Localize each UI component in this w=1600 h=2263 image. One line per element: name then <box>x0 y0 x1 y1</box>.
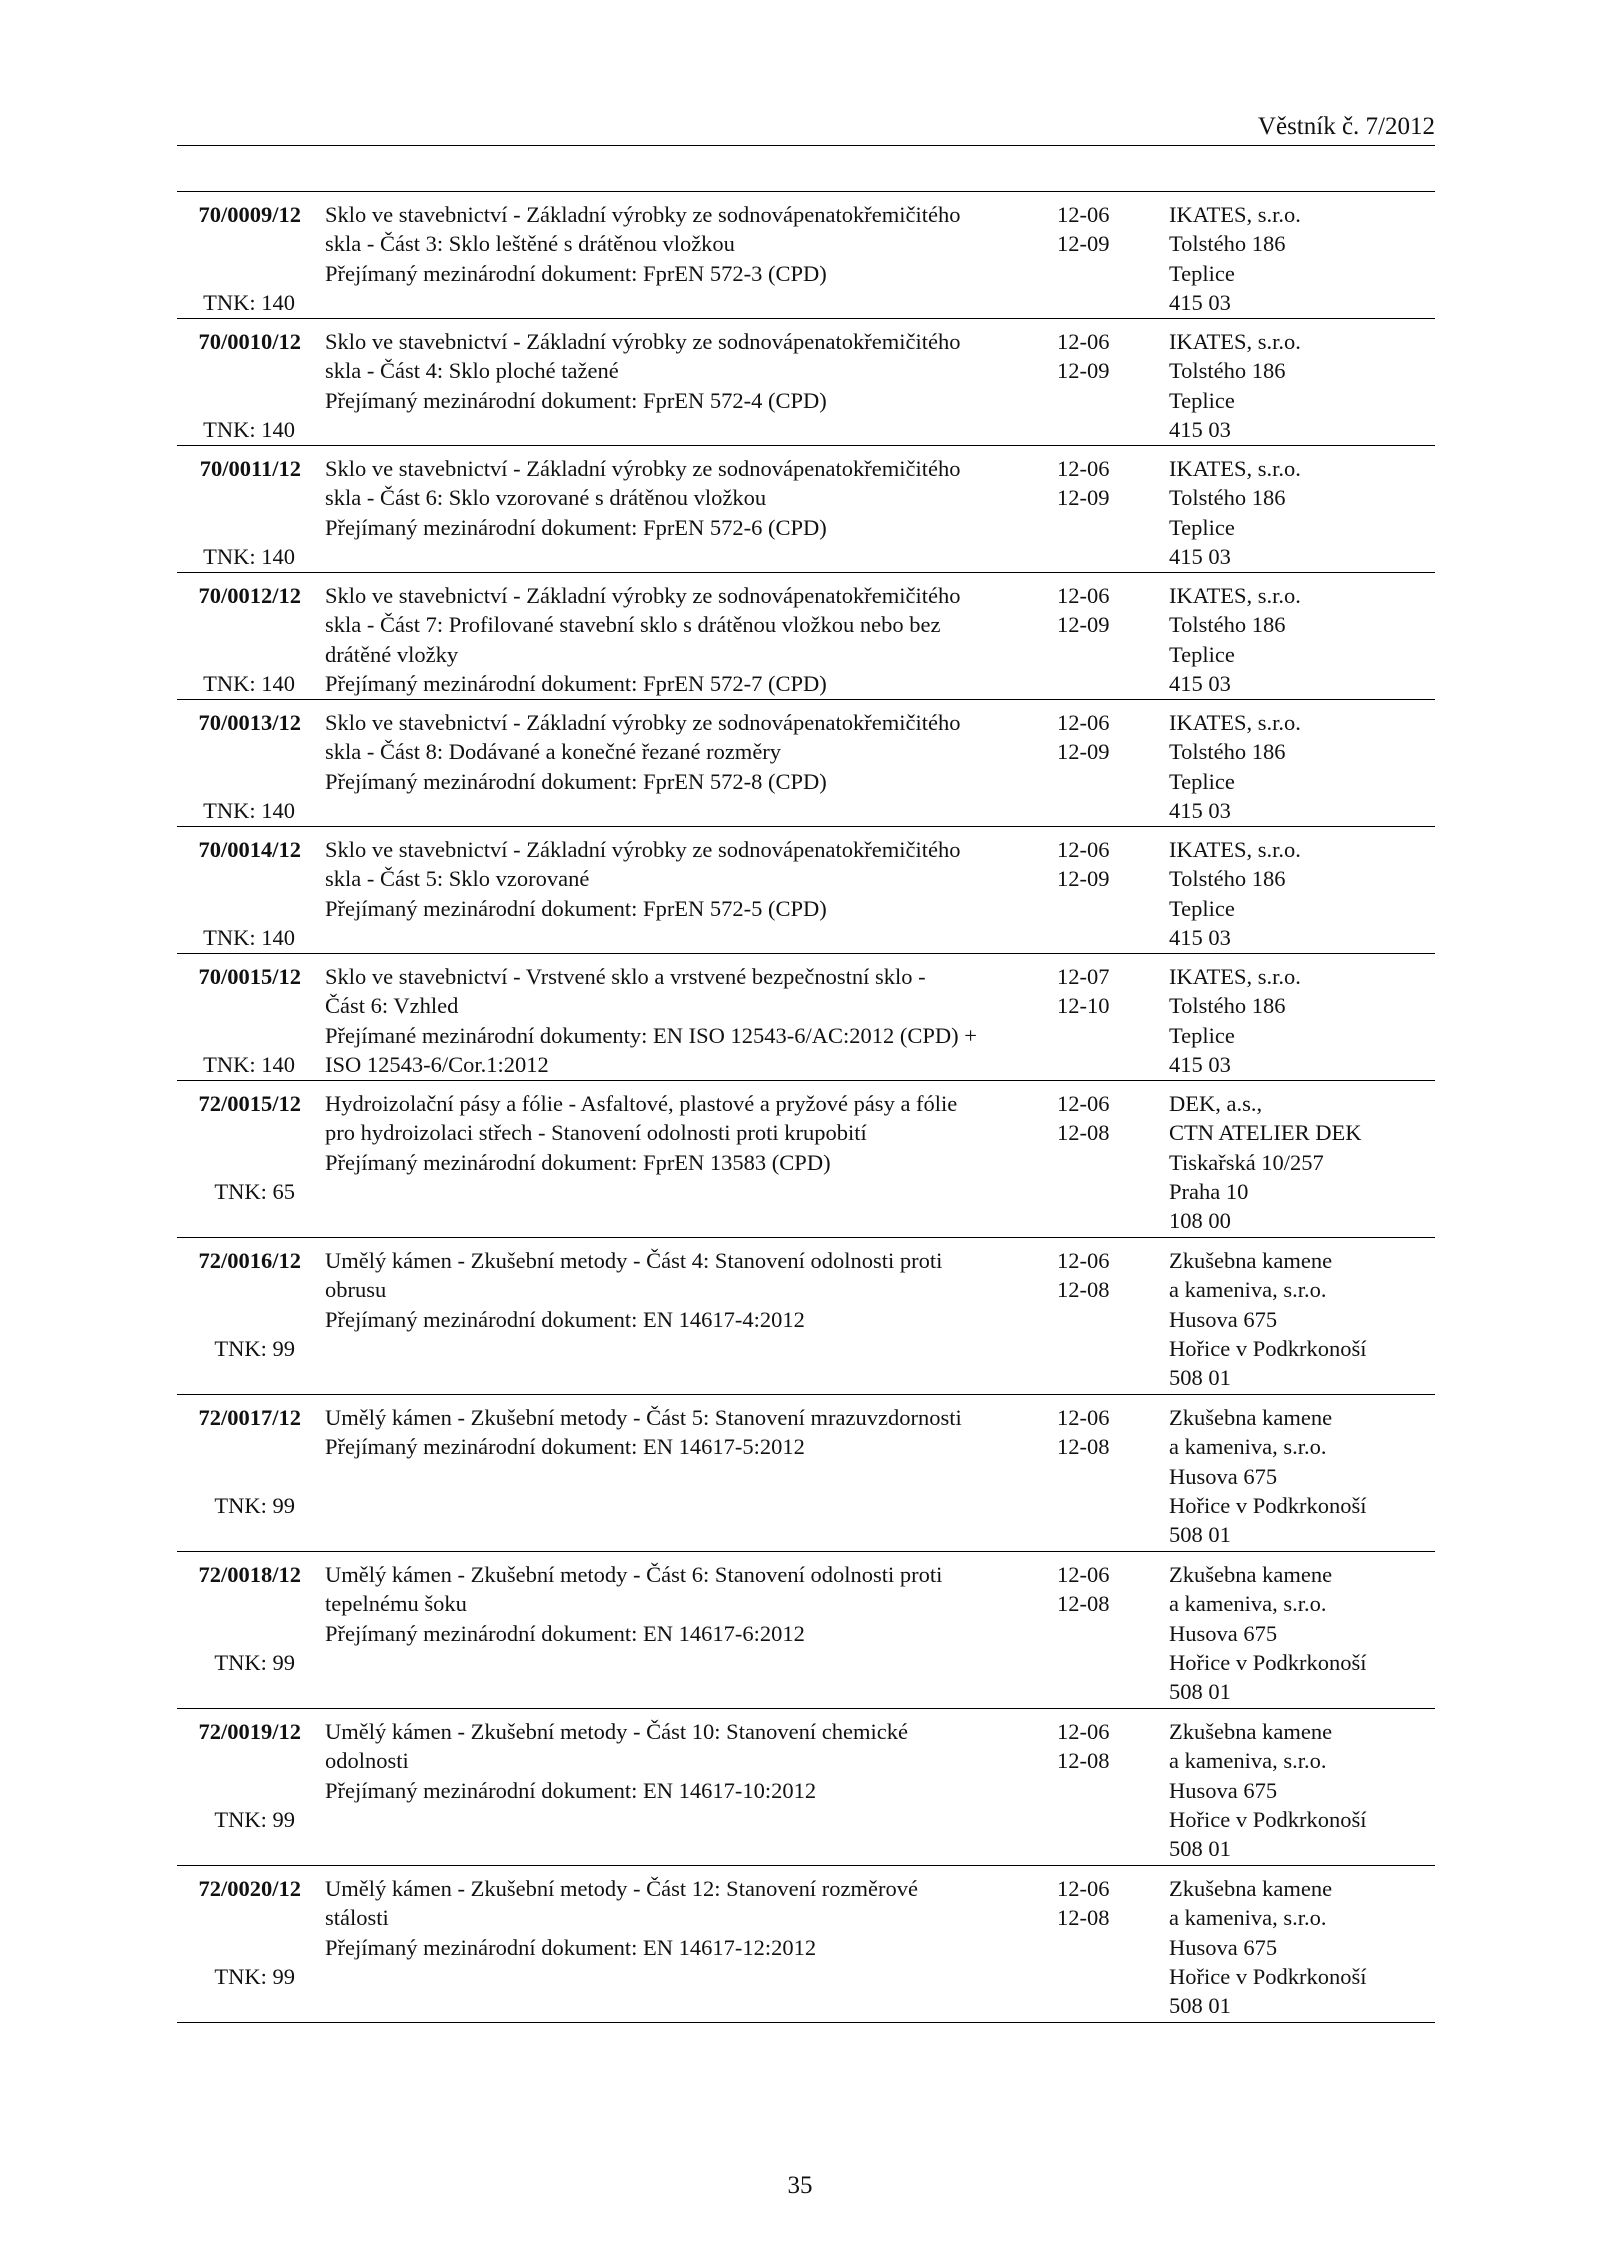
table-row <box>177 192 1435 319</box>
date-end: 12-09 <box>1057 612 1110 638</box>
description-line: Sklo ve stavebnictví - Vrstvené sklo a vrstvené bezpečnostní sklo - <box>325 964 926 989</box>
description-line: obrusu <box>325 1277 387 1303</box>
date-end: 12-08 <box>1057 1434 1110 1460</box>
tnk-label: TNK: 99 <box>214 1806 295 1832</box>
processor-address <box>1169 1560 1435 1706</box>
date-end: 12-08 <box>1057 1120 1110 1146</box>
date-start: 12-06 <box>1057 1562 1110 1587</box>
address-line: Tolstého 186 <box>1169 612 1286 638</box>
address-line: a kameniva, s.r.o. <box>1169 1748 1327 1774</box>
entry-number: 72/0016/12 <box>198 1248 301 1273</box>
address-line: Teplice <box>1169 260 1235 286</box>
date-start: 12-06 <box>1057 710 1110 735</box>
processor-address <box>1169 1717 1435 1863</box>
description-line: Přejímaný mezinárodní dokument: EN 14617-12:2012 <box>325 1934 817 1960</box>
page-number: 35 <box>787 2172 813 2199</box>
date-end: 12-09 <box>1057 739 1110 765</box>
entry-description <box>325 1089 1045 1177</box>
entry-description <box>325 1874 1045 1962</box>
table-row <box>177 1552 1435 1709</box>
address-line: Hořice v Podkrkonoší <box>1169 1492 1367 1518</box>
description-line: Umělý kámen - Zkušební metody - Část 10: Stanovení chemické <box>325 1719 908 1744</box>
address-line: Tolstého 186 <box>1169 358 1286 384</box>
entry-number-cell <box>177 327 301 442</box>
date-start: 12-06 <box>1057 837 1110 862</box>
address-line: 508 01 <box>1169 1679 1231 1705</box>
address-line: Husova 675 <box>1169 1777 1278 1803</box>
date-start: 12-06 <box>1057 1405 1110 1430</box>
entry-number-cell <box>177 708 301 823</box>
tnk-label: TNK: 65 <box>214 1178 295 1204</box>
address-line: Tiskařská 10/257 <box>1169 1149 1324 1175</box>
address-line: Zkušebna kamene <box>1169 1405 1333 1430</box>
address-line: a kameniva, s.r.o. <box>1169 1434 1327 1460</box>
address-line: Teplice <box>1169 387 1235 413</box>
date-start: 12-06 <box>1057 1876 1110 1901</box>
description-line: Přejímaný mezinárodní dokument: FprEN 13583 (CPD) <box>325 1149 831 1175</box>
tnk-label: TNK: 140 <box>203 924 295 950</box>
address-line: Husova 675 <box>1169 1620 1278 1646</box>
entry-number-cell <box>177 962 301 1077</box>
date-end: 12-08 <box>1057 1277 1110 1303</box>
address-line: Tolstého 186 <box>1169 866 1286 892</box>
date-start: 12-06 <box>1057 1091 1110 1116</box>
entry-dates <box>1057 454 1147 513</box>
tnk-label: TNK: 99 <box>214 1963 295 1989</box>
entry-description <box>325 962 1045 1079</box>
address-line: 415 03 <box>1169 289 1231 315</box>
description-line: Sklo ve stavebnictví - Základní výrobky ze sodnovápenatokřemičitého <box>325 456 961 481</box>
address-line: a kameniva, s.r.o. <box>1169 1591 1327 1617</box>
address-line: IKATES, s.r.o. <box>1169 456 1301 481</box>
address-line: IKATES, s.r.o. <box>1169 329 1301 354</box>
entry-dates <box>1057 835 1147 894</box>
tnk-label: TNK: 99 <box>214 1492 295 1518</box>
processor-address <box>1169 581 1435 698</box>
description-line: skla - Část 8: Dodávané a konečné řezané rozměry <box>325 739 782 765</box>
entry-number: 70/0011/12 <box>199 456 301 481</box>
description-line: drátěné vložky <box>325 641 459 667</box>
tnk-label: TNK: 140 <box>203 416 295 442</box>
date-end: 12-08 <box>1057 1748 1110 1774</box>
description-line: Umělý kámen - Zkušební metody - Část 12: Stanovení rozměrové <box>325 1876 918 1901</box>
address-line: IKATES, s.r.o. <box>1169 202 1301 227</box>
entry-description <box>325 327 1045 415</box>
processor-address <box>1169 835 1435 952</box>
entry-number: 72/0015/12 <box>198 1091 301 1116</box>
address-line: Hořice v Podkrkonoší <box>1169 1335 1367 1361</box>
entry-number-cell <box>177 1717 301 1832</box>
table-row <box>177 1395 1435 1552</box>
description-line: Přejímaný mezinárodní dokument: FprEN 572-4 (CPD) <box>325 387 827 413</box>
date-start: 12-06 <box>1057 456 1110 481</box>
date-end: 12-10 <box>1057 993 1110 1019</box>
address-line: Tolstého 186 <box>1169 993 1286 1019</box>
date-end: 12-09 <box>1057 866 1110 892</box>
table-row <box>177 446 1435 573</box>
journal-title: Věstník č. 7/2012 <box>1257 113 1435 140</box>
address-line: 415 03 <box>1169 924 1231 950</box>
address-line: Teplice <box>1169 895 1235 921</box>
description-line: Sklo ve stavebnictví - Základní výrobky ze sodnovápenatokřemičitého <box>325 202 961 227</box>
address-line: Tolstého 186 <box>1169 739 1286 765</box>
entry-number-cell <box>177 581 301 696</box>
entry-dates <box>1057 708 1147 767</box>
entry-dates <box>1057 327 1147 386</box>
address-line: Tolstého 186 <box>1169 485 1286 511</box>
entry-number: 72/0019/12 <box>198 1719 301 1744</box>
address-line: Zkušebna kamene <box>1169 1562 1333 1587</box>
date-start: 12-06 <box>1057 583 1110 608</box>
date-end: 12-09 <box>1057 485 1110 511</box>
table-row <box>177 1866 1435 2023</box>
entry-number: 72/0017/12 <box>198 1405 301 1430</box>
date-end: 12-09 <box>1057 231 1110 257</box>
table-row <box>177 1709 1435 1866</box>
address-line: IKATES, s.r.o. <box>1169 583 1301 608</box>
tnk-label: TNK: 99 <box>214 1335 295 1361</box>
description-line: Sklo ve stavebnictví - Základní výrobky ze sodnovápenatokřemičitého <box>325 583 961 608</box>
processor-address <box>1169 1874 1435 2020</box>
entry-dates <box>1057 1403 1147 1462</box>
entry-number: 70/0012/12 <box>198 583 301 608</box>
table-row <box>177 319 1435 446</box>
entry-number-cell <box>177 1403 301 1518</box>
table-row <box>177 573 1435 700</box>
entry-number: 70/0009/12 <box>198 202 301 227</box>
address-line: Husova 675 <box>1169 1306 1278 1332</box>
entry-number: 70/0014/12 <box>198 837 301 862</box>
description-line: Přejímaný mezinárodní dokument: EN 14617-10:2012 <box>325 1777 817 1803</box>
date-start: 12-06 <box>1057 1248 1110 1273</box>
address-line: 108 00 <box>1169 1208 1231 1234</box>
table-rows <box>177 192 1435 2023</box>
entry-description <box>325 708 1045 796</box>
date-start: 12-06 <box>1057 1719 1110 1744</box>
address-line: 508 01 <box>1169 1365 1231 1391</box>
entry-dates <box>1057 1089 1147 1148</box>
description-line: pro hydroizolaci střech - Stanovení odolnosti proti krupobití <box>325 1120 867 1146</box>
description-line: ISO 12543-6/Cor.1:2012 <box>325 1051 549 1077</box>
description-line: Sklo ve stavebnictví - Základní výrobky ze sodnovápenatokřemičitého <box>325 837 961 862</box>
table-row <box>177 700 1435 827</box>
address-line: 415 03 <box>1169 416 1231 442</box>
address-line: Zkušebna kamene <box>1169 1719 1333 1744</box>
description-line: Umělý kámen - Zkušební metody - Část 6: Stanovení odolnosti proti <box>325 1562 943 1587</box>
address-line: Teplice <box>1169 514 1235 540</box>
address-line: a kameniva, s.r.o. <box>1169 1277 1327 1303</box>
address-line: DEK, a.s., <box>1169 1091 1263 1116</box>
entry-number: 70/0013/12 <box>198 710 301 735</box>
description-line: skla - Část 3: Sklo leštěné s drátěnou vložkou <box>325 231 735 257</box>
entry-description <box>325 1717 1045 1805</box>
date-end: 12-08 <box>1057 1591 1110 1617</box>
entry-dates <box>1057 1246 1147 1305</box>
description-line: odolnosti <box>325 1748 409 1774</box>
description-line: Přejímaný mezinárodní dokument: FprEN 572-7 (CPD) <box>325 670 827 696</box>
entry-dates <box>1057 1717 1147 1776</box>
processor-address <box>1169 1089 1435 1235</box>
description-line: skla - Část 5: Sklo vzorované <box>325 866 590 892</box>
entry-description <box>325 1246 1045 1334</box>
address-line: 415 03 <box>1169 670 1231 696</box>
description-line: skla - Část 4: Sklo ploché tažené <box>325 358 619 384</box>
address-line: 508 01 <box>1169 1836 1231 1862</box>
address-line: CTN ATELIER DEK <box>1169 1120 1362 1146</box>
date-end: 12-08 <box>1057 1905 1110 1931</box>
address-line: Husova 675 <box>1169 1463 1278 1489</box>
standards-table <box>177 191 1435 2023</box>
address-line: 415 03 <box>1169 797 1231 823</box>
entry-dates <box>1057 581 1147 640</box>
entry-number: 70/0015/12 <box>198 964 301 989</box>
description-line: Přejímaný mezinárodní dokument: FprEN 572-8 (CPD) <box>325 768 827 794</box>
address-line: Hořice v Podkrkonoší <box>1169 1963 1367 1989</box>
address-line: Tolstého 186 <box>1169 231 1286 257</box>
entry-number: 72/0020/12 <box>198 1876 301 1901</box>
entry-number-cell <box>177 200 301 315</box>
description-line: skla - Část 7: Profilované stavební sklo s drátěnou vložkou nebo bez <box>325 612 941 638</box>
address-line: 508 01 <box>1169 1993 1231 2019</box>
date-start: 12-06 <box>1057 329 1110 354</box>
tnk-label: TNK: 140 <box>203 670 295 696</box>
table-row <box>177 1081 1435 1238</box>
description-line: Přejímaný mezinárodní dokument: FprEN 572-6 (CPD) <box>325 514 827 540</box>
description-line: Přejímaný mezinárodní dokument: FprEN 572-3 (CPD) <box>325 260 827 286</box>
tnk-label: TNK: 140 <box>203 1051 295 1077</box>
address-line: 508 01 <box>1169 1522 1231 1548</box>
entry-number-cell <box>177 1874 301 1989</box>
entry-description <box>325 200 1045 288</box>
description-line: Přejímaný mezinárodní dokument: EN 14617-5:2012 <box>325 1434 805 1460</box>
entry-number-cell <box>177 1246 301 1361</box>
tnk-label: TNK: 140 <box>203 797 295 823</box>
address-line: Teplice <box>1169 641 1235 667</box>
description-line: Sklo ve stavebnictví - Základní výrobky ze sodnovápenatokřemičitého <box>325 329 961 354</box>
address-line: Zkušebna kamene <box>1169 1248 1333 1273</box>
address-line: Teplice <box>1169 1022 1235 1048</box>
address-line: IKATES, s.r.o. <box>1169 710 1301 735</box>
processor-address <box>1169 962 1435 1079</box>
address-line: IKATES, s.r.o. <box>1169 837 1301 862</box>
description-line: skla - Část 6: Sklo vzorované s drátěnou vložkou <box>325 485 767 511</box>
description-line: Přejímaný mezinárodní dokument: EN 14617-6:2012 <box>325 1620 805 1646</box>
date-start: 12-06 <box>1057 202 1110 227</box>
entry-number: 72/0018/12 <box>198 1562 301 1587</box>
entry-dates <box>1057 1560 1147 1619</box>
table-row <box>177 954 1435 1081</box>
description-line: tepelnému šoku <box>325 1591 467 1617</box>
entry-description <box>325 581 1045 698</box>
tnk-label: TNK: 140 <box>203 289 295 315</box>
tnk-label: TNK: 140 <box>203 543 295 569</box>
address-line: Zkušebna kamene <box>1169 1876 1333 1901</box>
description-line: Umělý kámen - Zkušební metody - Část 4: Stanovení odolnosti proti <box>325 1248 943 1273</box>
description-line: Část 6: Vzhled <box>325 993 459 1019</box>
processor-address <box>1169 454 1435 571</box>
entry-description <box>325 1403 1045 1462</box>
description-line: Přejímaný mezinárodní dokument: EN 14617-4:2012 <box>325 1306 805 1332</box>
address-line: Praha 10 <box>1169 1178 1249 1204</box>
description-line: Umělý kámen - Zkušební metody - Část 5: Stanovení mrazuvzdornosti <box>325 1405 962 1430</box>
processor-address <box>1169 1246 1435 1392</box>
entry-number-cell <box>177 1089 301 1204</box>
description-line: Hydroizolační pásy a fólie - Asfaltové, plastové a pryžové pásy a fólie <box>325 1091 958 1116</box>
address-line: IKATES, s.r.o. <box>1169 964 1301 989</box>
entry-number-cell <box>177 1560 301 1675</box>
processor-address <box>1169 708 1435 825</box>
processor-address <box>1169 327 1435 444</box>
processor-address <box>1169 1403 1435 1549</box>
tnk-label: TNK: 99 <box>214 1649 295 1675</box>
address-line: Hořice v Podkrkonoší <box>1169 1649 1367 1675</box>
processor-address <box>1169 200 1435 317</box>
entry-dates <box>1057 1874 1147 1933</box>
address-line: a kameniva, s.r.o. <box>1169 1905 1327 1931</box>
address-line: 415 03 <box>1169 1051 1231 1077</box>
entry-dates <box>1057 200 1147 259</box>
address-line: Teplice <box>1169 768 1235 794</box>
table-row <box>177 827 1435 954</box>
entry-number-cell <box>177 835 301 950</box>
description-line: stálosti <box>325 1905 389 1931</box>
entry-number-cell <box>177 454 301 569</box>
address-line: 415 03 <box>1169 543 1231 569</box>
address-line: Husova 675 <box>1169 1934 1278 1960</box>
entry-description <box>325 454 1045 542</box>
entry-description <box>325 1560 1045 1648</box>
table-row <box>177 1238 1435 1395</box>
entry-description <box>325 835 1045 923</box>
address-line: Hořice v Podkrkonoší <box>1169 1806 1367 1832</box>
date-start: 12-07 <box>1057 964 1110 989</box>
description-line: Přejímané mezinárodní dokumenty: EN ISO 12543-6/AC:2012 (CPD) + <box>325 1022 977 1048</box>
header-rule <box>177 145 1435 146</box>
entry-number: 70/0010/12 <box>198 329 301 354</box>
date-end: 12-09 <box>1057 358 1110 384</box>
entry-dates <box>1057 962 1147 1021</box>
description-line: Přejímaný mezinárodní dokument: FprEN 572-5 (CPD) <box>325 895 827 921</box>
description-line: Sklo ve stavebnictví - Základní výrobky ze sodnovápenatokřemičitého <box>325 710 961 735</box>
